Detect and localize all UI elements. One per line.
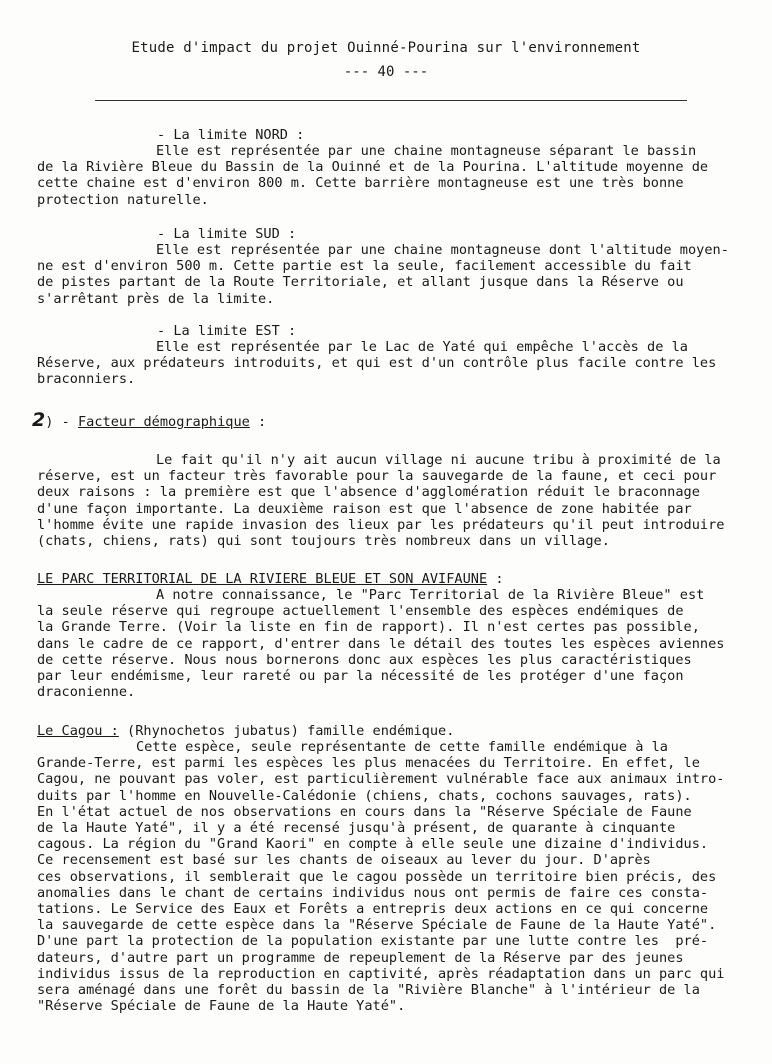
limite-sud-heading: - La limite SUD : [157, 226, 297, 242]
limite-nord-heading: - La limite NORD : [157, 127, 305, 143]
cagou-subtitle: (Rhynochetos jubatus) famille endémique. [118, 723, 455, 739]
facteur-demographique-heading: 2) - Facteur démographique : [32, 409, 267, 431]
document-title: Etude d'impact du projet Ouinné-Pourina sur l'environnement [131, 40, 641, 56]
handwritten-section-number: 2 [32, 409, 46, 431]
parc-territorial-paragraph: A notre connaissance, le "Parc Territorial de la Rivière Bleue" est la seule réserve qui regroupe actuellement l'ensemble des espèces endémiques de la Grande Terre. (Voir la liste en fin de rapport). Il n'est certes pas possible, dans le cadre de ce rapport, d'entrer dans le détail des toutes les espèces aviennes de cette réserve. Nous nous bornerons donc aux espèces les plus caractéristiques par leur endémisme, leur rareté ou par la nécessité de les protéger d'une façon draconienne. [37, 587, 725, 701]
header-rule [95, 100, 687, 101]
limite-nord-paragraph: Elle est représentée par une chaine montagneuse séparant le bassin de la Rivière Bleue du Bassin de la Ouinné et de la Pourina. L'altitude moyenne de cette chaine est d'environ 800 m. Cette barrière montagneuse est une très bonne protection naturelle. [37, 143, 709, 208]
cagou-title: Le Cagou : [37, 723, 119, 739]
facteur-demographique-title: Facteur démographique [77, 414, 250, 430]
cagou-paragraph: Cette espèce, seule représentante de cette famille endémique à la Grande-Terre, est parmi les espèces les plus menacées du Territoire. En effet, le Cagou, ne pouvant pas voler, est particulièrement vulnérable face aux animaux intro- duits par l'homme en Nouvelle-Calédonie (chiens, chats, cochons sauvages, rats). En l'état actuel de nos observations en cours dans la "Réserve Spéciale de Faune de la Haute Yaté", il y a été recensé jusqu'à présent, de quarante à cinquante cagous. La région du "Grand Kaori" en compte à elle seule une dizaine d'individus. Ce recensement est basé sur les chants de oiseaux au lever du jour. D'après ces observations, il semblerait que le cagou possède un territoire bien précis, des anomalies dans le chant de certains individus nous ont permis de faire ces consta- tations. Le Service des Eaux et Forêts a entrepris deux actions en ce qui concerne la sauvegarde de cette espèce dans la "Réserve Spéciale de Faune de la Haute Yaté". D'une part la protection de la population existante par une lutte contre les pré- dateurs, d'autre part un programme de repeuplement de la Réserve par des jeunes individus issus de la reproduction en captivité, après réadaptation dans un parc qui sera aménagé dans une forêt du bassin de la "Rivière Blanche" à l'intérieur de la "Réserve Spéciale de Faune de la Haute Yaté". [37, 739, 725, 1015]
parc-territorial-title: LE PARC TERRITORIAL DE LA RIVIERE BLEUE ET SON AVIFAUNE [37, 571, 488, 587]
limite-est-heading: - La limite EST : [157, 323, 297, 339]
limite-est-paragraph: Elle est représentée par le Lac de Yaté qui empêche l'accès de la Réserve, aux prédateurs introduits, et qui est d'un contrôle plus facile contre les braconniers. [37, 339, 717, 388]
parc-territorial-heading: LE PARC TERRITORIAL DE LA RIVIERE BLEUE ET SON AVIFAUNE : [37, 571, 504, 587]
cagou-heading [37, 723, 454, 739]
facteur-demographique-paragraph: Le fait qu'il n'y ait aucun village ni aucune tribu à proximité de la réserve, est un facteur très favorable pour la sauvegarde de la faune, et ceci pour deux raisons : la première est que l'absence d'agglomération réduit le braconnage d'une façon importante. La deuxième raison est que l'absence de zone habitée par l'homme évite une rapide invasion des lieux par les prédateurs qu'il peut introduire (chats, chiens, rats) qui sont toujours très nombreux dans un village. [37, 452, 725, 550]
page-number: --- 40 --- [343, 64, 429, 80]
limite-sud-paragraph: Elle est représentée par une chaine montagneuse dont l'altitude moyen- ne est d'environ 500 m. Cette partie est la seule, facilement accessible du fait de pistes partant de la Route Territoriale, et allant jusque dans la Réserve ou s'arrêtant près de la limite. [37, 242, 729, 307]
